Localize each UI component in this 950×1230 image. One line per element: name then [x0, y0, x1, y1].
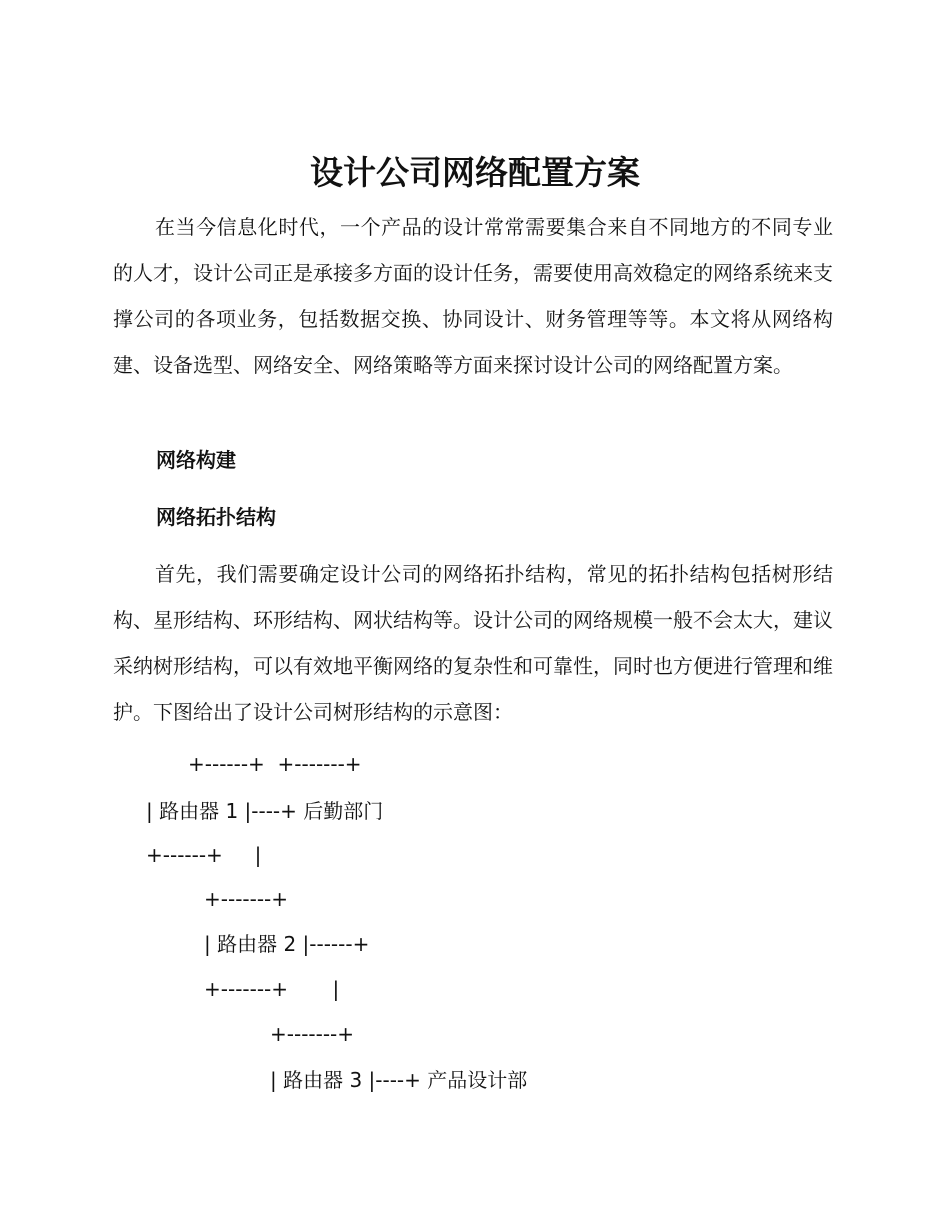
- intro-paragraph: 在当今信息化时代，一个产品的设计常常需要集合来自不同地方的不同专业的人才，设计公司正是承接多方面的设计任务，需要使用高效稳定的网络系统来支撑公司的各项业务，包括数据交换、协同设计、财务管理等等。本文将从网络构建、设备选型、网络安全、网络策略等方面来探讨设计公司的网络配置方案。: [113, 215, 833, 377]
- diagram-line: | 路由器 3 |----+ 产品设计部: [270, 1068, 528, 1092]
- diagram-line: +------+ +-------+: [188, 752, 362, 776]
- diagram-line: +-------+: [270, 1022, 355, 1046]
- diagram-line: | 路由器 1 |----+ 后勤部门: [146, 799, 384, 823]
- diagram-line: +------+ |: [146, 843, 262, 867]
- document-title: 设计公司网络配置方案: [310, 153, 640, 192]
- diagram-line: | 路由器 2 |------+: [204, 932, 370, 956]
- diagram-line: +-------+ |: [204, 977, 340, 1001]
- topology-paragraph: 首先，我们需要确定设计公司的网络拓扑结构，常见的拓扑结构包括树形结构、星形结构、环形结构、网状结构等。设计公司的网络规模一般不会太大，建议采纳树形结构，可以有效地平衡网络的复杂性和可靠性，同时也方便进行管理和维护。下图给出了设计公司树形结构的示意图：: [113, 562, 833, 724]
- diagram-line: +-------+: [204, 887, 289, 911]
- section-heading: 网络构建: [156, 448, 236, 472]
- subsection-heading: 网络拓扑结构: [156, 505, 276, 529]
